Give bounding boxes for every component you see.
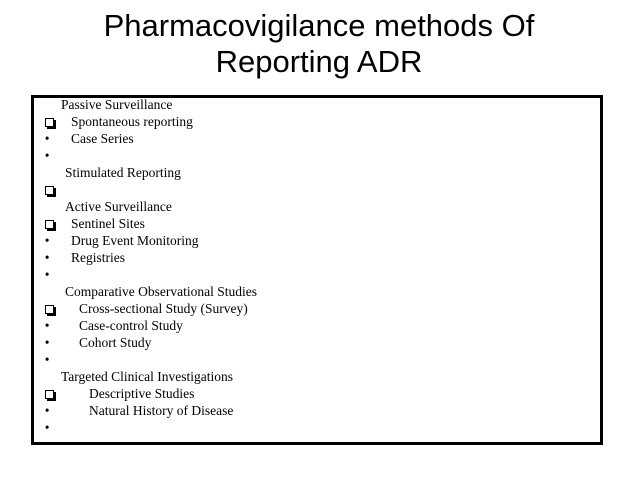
list-item: • Case-control Study [44, 318, 183, 350]
list-item: • Cross-sectional Study (Survey) [44, 301, 248, 333]
bullet-icon: • [44, 352, 50, 367]
list-item: • Registries [44, 250, 125, 282]
section-heading: Targeted Clinical Investigations [38, 368, 64, 402]
bullet-icon: • [44, 267, 50, 282]
section-heading: Comparative Observational Studies [38, 283, 64, 317]
list-item: • Drug Event Monitoring [44, 233, 199, 265]
bullet-icon: • [44, 420, 50, 435]
list-item: • Cohort Study [44, 335, 152, 367]
bullet-icon: • [44, 233, 50, 248]
slide-title-line-1: Pharmacovigilance methods Of [103, 8, 535, 43]
list-item: • Case Series [44, 131, 134, 163]
slide-title [0, 8, 638, 80]
checkbox-bullet-icon [45, 186, 54, 195]
section-heading: Active Surveillance [38, 198, 64, 232]
bullet-icon: • [44, 318, 50, 333]
bullet-icon: • [44, 403, 50, 418]
bullet-icon: • [44, 335, 50, 350]
section-heading: Passive Surveillance [38, 96, 64, 130]
list-item: • Natural History of Disease [44, 403, 234, 435]
list-item: • Sentinel Sites [44, 216, 145, 248]
list-item: • Descriptive Studies [44, 386, 195, 418]
bullet-icon: • [44, 148, 50, 163]
section-heading: Stimulated Reporting [38, 164, 64, 198]
slide-title-line-2: Reporting ADR [215, 44, 423, 79]
list-item: • Spontaneous reporting [44, 114, 193, 146]
bullet-icon: • [44, 250, 50, 265]
bullet-icon: • [44, 131, 50, 146]
